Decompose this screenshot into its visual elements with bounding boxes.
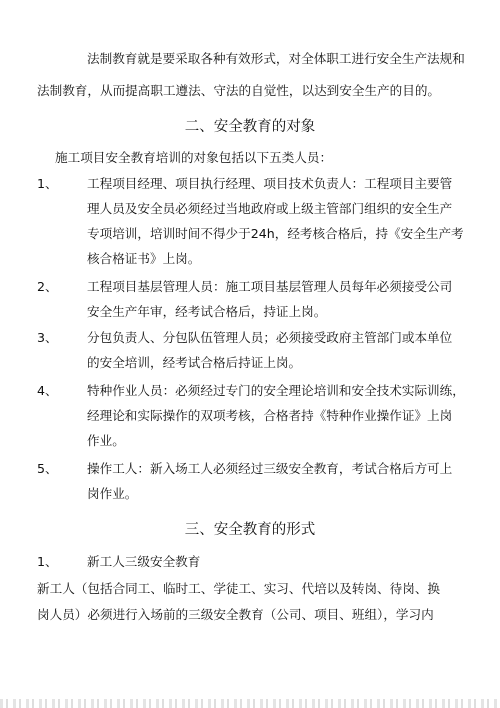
intro-line-2: 法制教育，从而提高职工遵法、守法的自觉性，以达到安全生产的目的。	[37, 83, 440, 98]
list-item-1-line-3: 专项培训，培训时间不得少于24h，经考核合格后，持《安全生产考	[87, 226, 464, 241]
subsection-title: 新工人三级安全教育	[87, 554, 201, 569]
list-item-number-5: 5、	[37, 461, 58, 476]
list-item-4-line-1: 特种作业人员：必须经过专门的安全理论培训和安全技术实际训练，	[87, 383, 465, 398]
paragraph-line-2: 岗人员）必须进行入场前的三级安全教育（公司、项目、班组），学习内	[37, 607, 434, 622]
section-heading-forms: 三、安全教育的形式	[184, 522, 316, 538]
subsection-number: 1、	[37, 554, 58, 569]
list-item-3-line-1: 分包负责人、分包队伍管理人员；必须接受政府主管部门或本单位	[87, 330, 453, 345]
list-item-5-line-1: 操作工人：新入场工人必须经过三级安全教育，考试合格后方可上	[87, 461, 453, 476]
list-item-4-line-3: 作业。	[87, 433, 125, 448]
list-item-number-1: 1、	[37, 176, 58, 191]
scan-edge-artifact	[0, 699, 500, 708]
list-item-2-line-2: 安全生产年审，经考试合格后，持证上岗。	[87, 304, 327, 319]
paragraph-line-1: 新工人（包括合同工、临时工、学徒工、实习、代培以及转岗、待岗、换	[37, 581, 440, 596]
section-heading-objects: 二、安全教育的对象	[184, 119, 316, 135]
intro-line-1: 法制教育就是要采取各种有效形式，对全体职工进行安全生产法规和	[87, 51, 465, 66]
section-lead: 施工项目安全教育培训的对象包括以下五类人员：	[55, 150, 333, 165]
list-item-1-line-2: 理人员及安全员必须经过当地政府或上级主管部门组织的安全生产	[87, 201, 453, 216]
list-item-5-line-2: 岗作业。	[87, 486, 138, 501]
list-item-number-2: 2、	[37, 279, 58, 294]
list-item-3-line-2: 的安全培训，经考试合格后持证上岗。	[87, 355, 302, 370]
list-item-number-3: 3、	[37, 330, 58, 345]
list-item-4-line-2: 经理论和实际操作的双项考核，合格者持《特种作业操作证》上岗	[87, 408, 453, 423]
list-item-number-4: 4、	[37, 383, 58, 398]
list-item-2-line-1: 工程项目基层管理人员：施工项目基层管理人员每年必须接受公司	[87, 279, 453, 294]
list-item-1-line-4: 核合格证书》上岗。	[87, 251, 201, 266]
list-item-1-line-1: 工程项目经理、项目执行经理、项目技术负责人：工程项目主要管	[87, 176, 453, 191]
